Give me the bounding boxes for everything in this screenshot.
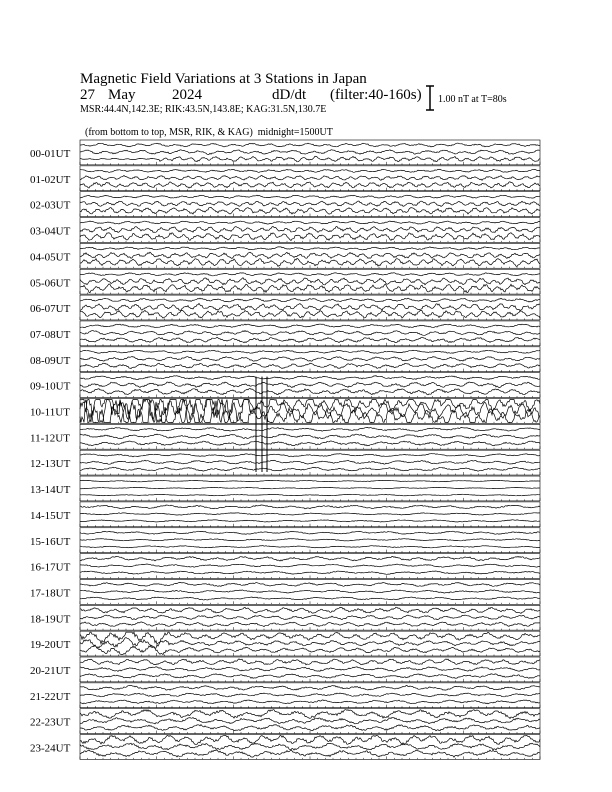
- trace-KAG: [80, 750, 540, 757]
- trace-RIK: [80, 303, 540, 310]
- trace-MSR: [80, 531, 540, 534]
- trace-RIK: [80, 539, 540, 541]
- trace-KAG: [80, 571, 540, 574]
- row-label: 05-06UT: [30, 277, 71, 290]
- row-22-23UT: [30, 709, 540, 734]
- trace-RIK: [80, 382, 540, 388]
- row-frame: [80, 269, 540, 294]
- trace-RIK: [80, 331, 540, 336]
- trace-KAG: [80, 546, 540, 548]
- trace-MSR: [80, 659, 540, 665]
- trace-KAG: [80, 233, 540, 241]
- row-01-02UT: [30, 166, 540, 191]
- row-10-11UT: [30, 399, 540, 424]
- row-label: 11-12UT: [30, 432, 70, 445]
- trace-MSR: [80, 324, 540, 328]
- trace-KAG: [80, 156, 540, 162]
- row-label: 18-19UT: [30, 613, 71, 626]
- scale-bar: [426, 86, 434, 110]
- chart-title: Magnetic Field Variations at 3 Stations in Japan: [80, 71, 367, 87]
- row-14-15UT: [30, 502, 540, 527]
- row-23-24UT: [30, 735, 540, 760]
- row-frame: [80, 192, 540, 217]
- trace-RIK: [80, 743, 540, 750]
- row-frame: [80, 218, 540, 243]
- trace-RIK: [80, 564, 540, 567]
- row-09-10UT: [30, 373, 540, 398]
- trace-RIK: [80, 693, 540, 697]
- trace-KAG: [80, 363, 540, 369]
- row-label: 10-11UT: [30, 406, 70, 419]
- row-00-01UT: [30, 140, 540, 165]
- trace-KAG: [80, 389, 540, 395]
- trace-MSR: [80, 428, 540, 432]
- trace-RIK: [80, 460, 540, 464]
- row-label: 21-22UT: [30, 690, 71, 703]
- row-label: 03-04UT: [30, 225, 71, 238]
- order-note: (from bottom to top, MSR, RIK, & KAG): [85, 127, 253, 138]
- row-label: 20-21UT: [30, 665, 71, 677]
- row-frame: [80, 373, 540, 398]
- station-coordinates: MSR:44.4N,142.3E; RIK:43.5N,143.8E; KAG:31.5N,130.7E: [80, 104, 327, 115]
- trace-RIK: [80, 434, 540, 439]
- trace-MSR: [80, 454, 540, 457]
- row-05-06UT: [30, 269, 540, 294]
- trace-KAG: [80, 700, 540, 704]
- row-11-12UT: [30, 424, 540, 449]
- trace-MSR: [80, 376, 540, 380]
- trace-KAG: [80, 337, 540, 343]
- trace-MSR: [80, 195, 540, 198]
- row-label: 02-03UT: [30, 199, 71, 212]
- scale-bar-label: 1.00 nT at T=80s: [438, 94, 507, 105]
- date-month: May: [108, 87, 136, 103]
- row-08-09UT: [30, 347, 540, 372]
- row-15-16UT: [30, 528, 540, 553]
- trace-MSR: [80, 298, 540, 302]
- row-label: 06-07UT: [30, 303, 71, 316]
- row-label: 01-02UT: [30, 173, 71, 186]
- row-17-18UT: [30, 579, 540, 604]
- trace-MSR: [80, 736, 540, 745]
- row-label: 15-16UT: [30, 535, 71, 548]
- row-13-14UT: [30, 476, 540, 501]
- row-label: 09-10UT: [30, 380, 71, 393]
- trace-MSR: [80, 169, 540, 172]
- trace-KAG: [80, 182, 540, 188]
- row-label: 13-14UT: [30, 484, 71, 497]
- date-year: 2024: [172, 87, 202, 103]
- row-06-07UT: [30, 295, 540, 320]
- row-03-04UT: [30, 218, 540, 243]
- trace-RIK: [80, 150, 540, 155]
- trace-RIK: [80, 252, 540, 258]
- trace-MSR: [80, 221, 540, 224]
- trace-KAG: [80, 494, 540, 496]
- trace-KAG: [80, 622, 540, 627]
- row-02-03UT: [30, 192, 540, 217]
- trace-MSR: [80, 632, 540, 644]
- row-16-17UT: [30, 554, 540, 579]
- row-07-08UT: [30, 321, 540, 346]
- row-19-20UT: [30, 631, 540, 656]
- row-12-13UT: [30, 450, 540, 475]
- trace-MSR: [80, 710, 540, 719]
- row-label: 22-23UT: [30, 716, 71, 729]
- trace-RIK: [80, 278, 540, 285]
- row-20-21UT: [30, 657, 540, 682]
- trace-RIK: [80, 590, 540, 593]
- trace-MSR: [80, 582, 540, 586]
- trace-RIK: [80, 226, 540, 232]
- row-label: 07-08UT: [30, 328, 71, 341]
- trace-RIK: [80, 513, 540, 515]
- row-label: 04-05UT: [30, 251, 71, 264]
- row-label: 12-13UT: [30, 458, 71, 471]
- trace-MSR: [80, 556, 540, 561]
- midnight-note: midnight=1500UT: [257, 127, 333, 138]
- trace-KAG: [80, 597, 540, 600]
- row-label: 00-01UT: [30, 148, 71, 160]
- trace-KAG: [80, 725, 540, 731]
- row-frame: [80, 424, 540, 449]
- row-label: 08-09UT: [30, 354, 71, 367]
- trace-MSR: [80, 247, 540, 250]
- row-label: 14-15UT: [30, 509, 71, 522]
- row-frame: [80, 243, 540, 268]
- trace-MSR: [80, 480, 540, 482]
- row-label: 19-20UT: [30, 639, 71, 652]
- trace-KAG: [80, 520, 540, 522]
- row-frame: [80, 450, 540, 475]
- row-label: 23-24UT: [30, 742, 71, 755]
- trace-RIK: [80, 201, 540, 206]
- trace-RIK: [80, 176, 540, 181]
- row-frame: [80, 735, 540, 760]
- row-21-22UT: [30, 683, 540, 708]
- row-18-19UT: [30, 605, 540, 630]
- row-04-05UT: [30, 243, 540, 268]
- quantity-label: dD/dt: [272, 87, 307, 103]
- trace-KAG: [80, 441, 540, 446]
- trace-MSR: [80, 273, 540, 276]
- trace-RIK: [80, 487, 540, 489]
- trace-KAG: [80, 467, 540, 471]
- trace-MSR: [80, 350, 540, 353]
- trace-RIK: [80, 357, 540, 362]
- trace-MSR: [80, 685, 540, 690]
- trace-MSR: [80, 607, 540, 613]
- row-label: 16-17UT: [30, 561, 71, 574]
- trace-MSR: [80, 505, 540, 509]
- trace-MSR: [80, 143, 540, 147]
- trace-KAG: [80, 310, 540, 318]
- trace-KAG: [80, 207, 540, 214]
- row-label: 17-18UT: [30, 587, 71, 600]
- filter-label: (filter:40-160s): [330, 87, 422, 103]
- date-day: 27: [80, 87, 95, 103]
- trace-RIK: [80, 667, 540, 672]
- trace-KAG: [80, 674, 540, 679]
- trace-RIK: [80, 615, 540, 620]
